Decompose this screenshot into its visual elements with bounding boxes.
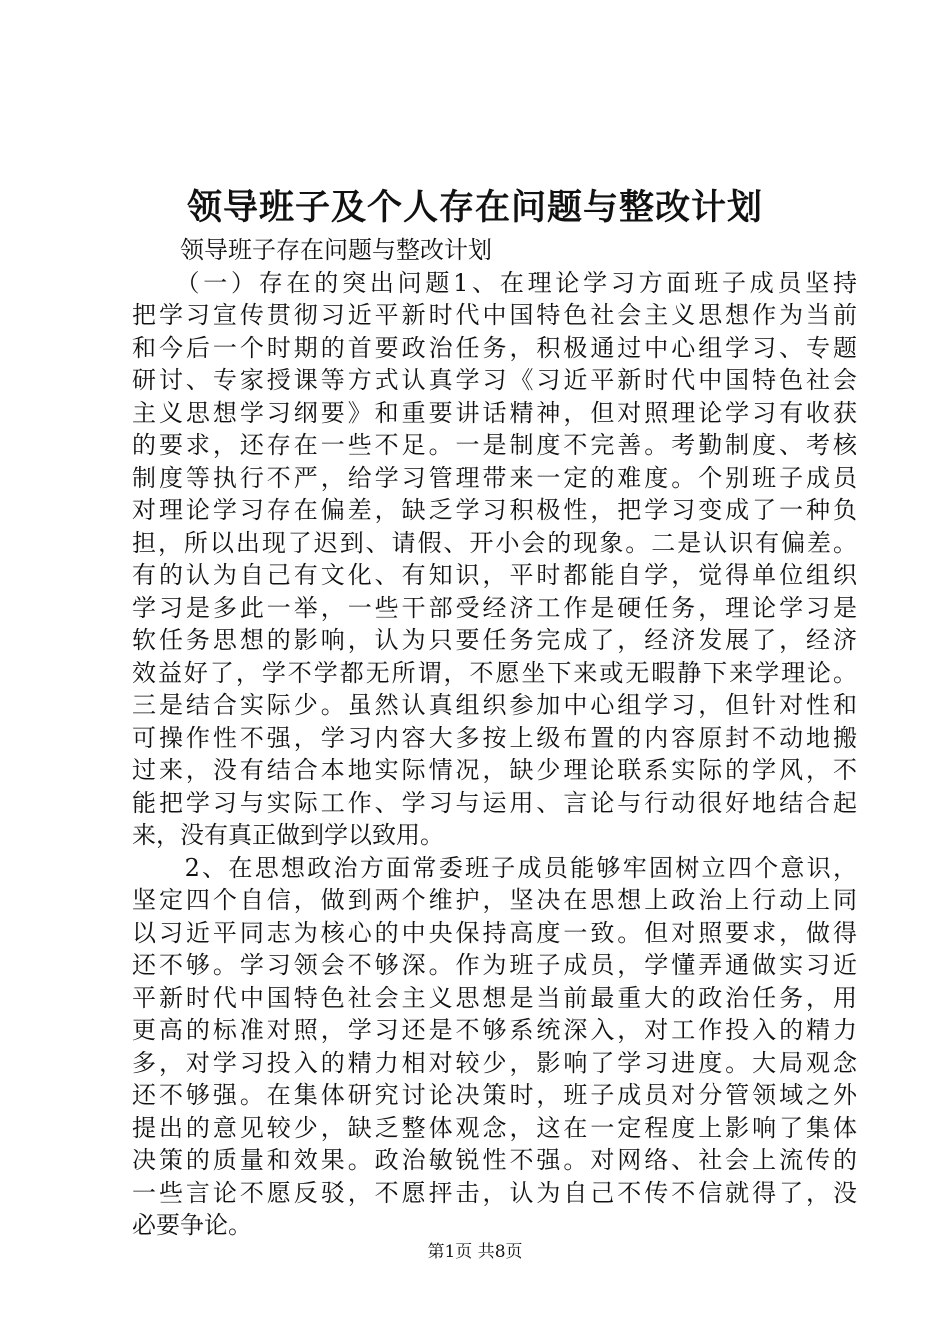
body-line: （一）存在的突出问题1、在理论学习方面班子成员坚持 bbox=[132, 268, 857, 297]
body-line: 决策的质量和效果。政治敏锐性不强。对网络、社会上流传的 bbox=[132, 1146, 857, 1174]
body-line: 多，对学习投入的精力相对较少，影响了学习进度。大局观念 bbox=[132, 1048, 857, 1077]
body-line: 坚定四个自信，做到两个维护，坚决在思想上政治上行动上同 bbox=[132, 886, 857, 914]
body-line: 学习是多此一举，一些干部受经济工作是硬任务，理论学习是 bbox=[132, 593, 857, 622]
document-title: 领导班子及个人存在问题与整改计划 bbox=[186, 187, 763, 228]
body-line: 还不够强。在集体研究讨论决策时，班子成员对分管领域之外 bbox=[132, 1081, 857, 1109]
body-line: 领导班子存在问题与整改计划 bbox=[132, 236, 492, 264]
body-line: 能把学习与实际工作、学习与运用、言论与行动很好地结合起 bbox=[132, 788, 857, 817]
body-line: 三是结合实际少。虽然认真组织参加中心组学习，但针对性和 bbox=[132, 691, 857, 719]
body-line: 还不够。学习领会不够深。作为班子成员，学懂弄通做实习近 bbox=[132, 951, 857, 979]
document-body bbox=[132, 234, 857, 1242]
page-footer: 第1页 共8页 bbox=[427, 1242, 523, 1262]
body-line: 平新时代中国特色社会主义思想是当前最重大的政治任务，用 bbox=[132, 983, 857, 1012]
body-line: 可操作性不强，学习内容大多按上级布置的内容原封不动地搬 bbox=[132, 723, 857, 752]
body-line: 的要求，还存在一些不足。一是制度不完善。考勤制度、考核 bbox=[132, 431, 857, 459]
body-line: 一些言论不愿反驳，不愿抨击，认为自己不传不信就得了，没 bbox=[132, 1178, 857, 1207]
body-line: 以习近平同志为核心的中央保持高度一致。但对照要求，做得 bbox=[132, 918, 857, 947]
body-line: 研讨、专家授课等方式认真学习《习近平新时代中国特色社会 bbox=[132, 366, 857, 394]
body-line: 软任务思想的影响，认为只要任务完成了，经济发展了，经济 bbox=[132, 626, 857, 654]
body-line: 对理论学习存在偏差，缺乏学习积极性，把学习变成了一种负 bbox=[132, 496, 857, 524]
body-line: 来，没有真正做到学以致用。 bbox=[132, 821, 444, 849]
body-line: 必要争论。 bbox=[132, 1211, 252, 1239]
body-line: 更高的标准对照，学习还是不够系统深入，对工作投入的精力 bbox=[132, 1016, 857, 1044]
body-line: 担，所以出现了迟到、请假、开小会的现象。二是认识有偏差。 bbox=[132, 528, 857, 557]
body-line: 和今后一个时期的首要政治任务，积极通过中心组学习、专题 bbox=[132, 333, 857, 362]
body-line: 把学习宣传贯彻习近平新时代中国特色社会主义思想作为当前 bbox=[132, 301, 857, 329]
body-line: 2、在思想政治方面常委班子成员能够牢固树立四个意识， bbox=[132, 853, 857, 882]
body-line: 效益好了，学不学都无所谓，不愿坐下来或无暇静下来学理论。 bbox=[132, 658, 857, 687]
body-line: 有的认为自己有文化、有知识，平时都能自学，觉得单位组织 bbox=[132, 561, 857, 589]
body-line: 过来，没有结合本地实际情况，缺少理论联系实际的学风，不 bbox=[132, 756, 857, 784]
body-line: 制度等执行不严，给学习管理带来一定的难度。个别班子成员 bbox=[132, 463, 857, 492]
body-line: 主义思想学习纲要》和重要讲话精神，但对照理论学习有收获 bbox=[132, 398, 857, 427]
body-line: 提出的意见较少，缺乏整体观念，这在一定程度上影响了集体 bbox=[132, 1113, 857, 1142]
